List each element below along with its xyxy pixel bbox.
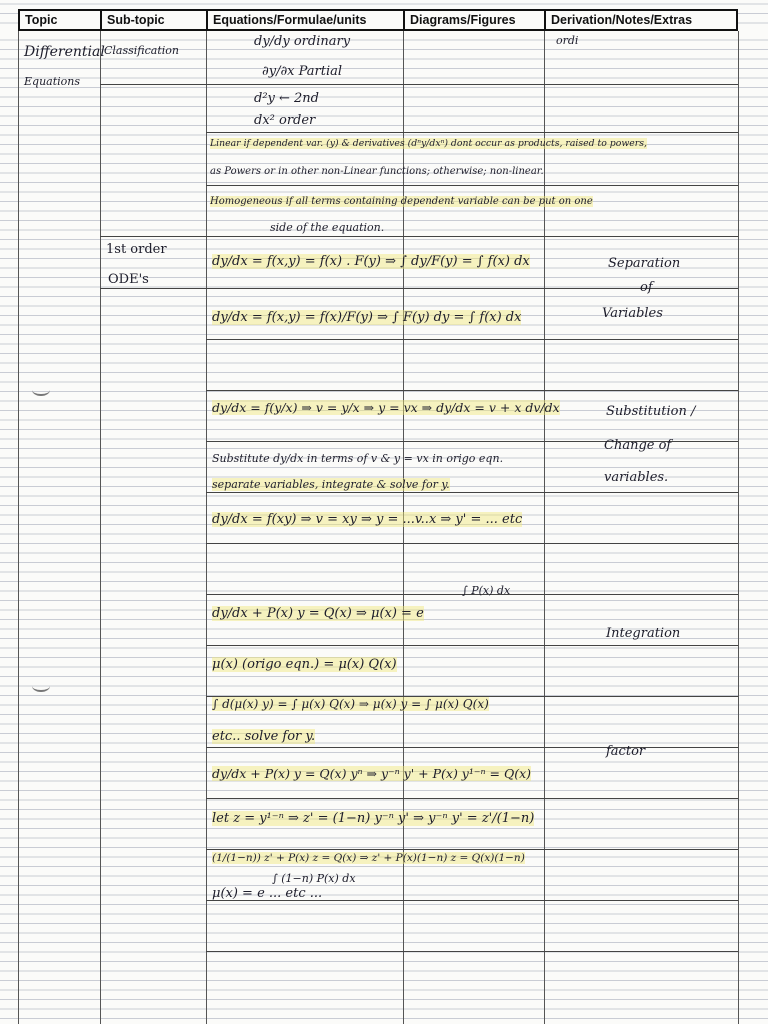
equation-text: ∂y/∂x Partial	[262, 64, 343, 79]
row-divider	[206, 390, 738, 391]
header-diagrams: Diagrams/Figures	[405, 11, 546, 29]
row-divider	[206, 951, 738, 952]
equation-text: μ(x) = e ... etc ...	[212, 886, 323, 901]
equation-text: dy/dx + P(x) y = Q(x) yⁿ ⇒ y⁻ⁿ y' + P(x) y¹⁻ⁿ = Q(x)	[212, 766, 532, 781]
equation-text: let z = y¹⁻ⁿ ⇒ z' = (1−n) y⁻ⁿ y' ⇒ y⁻ⁿ y' = z'/(1−n)	[212, 811, 535, 826]
equation-text: separate variables, integrate & solve for y.	[212, 478, 450, 491]
column-divider	[100, 31, 101, 1024]
note-text: Variables	[602, 306, 663, 321]
column-divider	[18, 31, 19, 1024]
row-divider	[206, 645, 738, 646]
row-divider	[206, 798, 738, 799]
row-divider	[206, 185, 738, 186]
equation-text: side of the equation.	[270, 221, 385, 234]
subtopic-label: 1st order	[106, 242, 167, 257]
row-divider	[206, 339, 738, 340]
equation-text: etc.. solve for y.	[212, 729, 316, 744]
equation-text: dy/dx + P(x) y = Q(x) ⇒ μ(x) = e	[212, 606, 424, 621]
equation-text: d²y ← 2nd	[254, 91, 319, 106]
note-text: factor	[606, 744, 646, 759]
equation-text: dy/dx = f(xy) ⇒ v = xy ⇒ y = ...v..x ⇒ y' = ... etc	[212, 512, 523, 527]
row-divider	[206, 543, 738, 544]
column-divider	[544, 31, 545, 1024]
equation-text: (1/(1−n)) z' + P(x) z = Q(x) ⇒ z' + P(x)(1−n) z = Q(x)(1−n)	[212, 852, 525, 864]
row-divider	[206, 132, 738, 133]
subtopic-label: Classification	[104, 44, 180, 57]
binder-hole	[32, 384, 50, 396]
row-divider	[206, 492, 738, 493]
note-text: of	[640, 280, 653, 295]
header-subtopic: Sub-topic	[102, 11, 208, 29]
equation-text: ∫ d(μ(x) y) = ∫ μ(x) Q(x) ⇒ μ(x) y = ∫ μ(x) Q(x)	[212, 697, 489, 711]
equation-text: ∫ (1−n) P(x) dx	[272, 872, 356, 885]
equation-text: μ(x) (origo eqn.) = μ(x) Q(x)	[212, 657, 397, 672]
equation-text: Linear if dependent var. (y) & derivatives (dⁿy/dxⁿ) dont occur as products, raised to powers,	[210, 138, 647, 149]
column-divider	[403, 31, 404, 1024]
equation-text: Substitute dy/dx in terms of v & y = vx in origo eqn.	[212, 452, 504, 465]
row-divider	[100, 236, 738, 237]
equation-text: Homogeneous if all terms containing dependent variable can be put on one	[210, 196, 593, 207]
topic-label: Equations	[24, 75, 81, 88]
header-derivation: Derivation/Notes/Extras	[551, 13, 693, 27]
topic-label: Differential	[24, 44, 105, 60]
note-text: Change of	[604, 438, 672, 453]
binder-hole	[32, 680, 50, 692]
row-divider	[100, 84, 738, 85]
equation-text: dx² order	[254, 113, 316, 128]
equation-text: dy/dx = f(x,y) = f(x)/F(y) ⇒ ∫ F(y) dy = ∫ f(x) dx	[212, 310, 522, 325]
note-text: Substitution /	[606, 404, 696, 419]
note-text: Separation	[608, 256, 681, 271]
row-divider	[206, 849, 738, 850]
equation-text: dy/dx = f(y/x) ⇒ v = y/x ⇒ y = vx ⇒ dy/dx = v + x dv/dx	[212, 400, 560, 415]
equation-text: dy/dy ordinary	[254, 34, 351, 49]
equation-text: as Powers or in other non-Linear functions; otherwise; non-linear.	[210, 166, 544, 177]
subtopic-label: ODE's	[108, 272, 149, 287]
header-topic: Topic	[20, 11, 102, 29]
header-equations: Equations/Formulae/units	[208, 11, 405, 29]
equation-text: ∫ P(x) dx	[462, 584, 511, 597]
column-divider	[738, 31, 739, 1024]
equation-text: dy/dx = f(x,y) = f(x) . F(y) ⇒ ∫ dy/F(y) = ∫ f(x) dx	[212, 254, 530, 269]
table-header	[18, 9, 738, 31]
column-divider	[206, 31, 207, 1024]
note-text: Integration	[606, 626, 681, 641]
note-text: ordi	[556, 34, 579, 47]
note-text: variables.	[604, 470, 669, 485]
row-divider	[206, 747, 738, 748]
